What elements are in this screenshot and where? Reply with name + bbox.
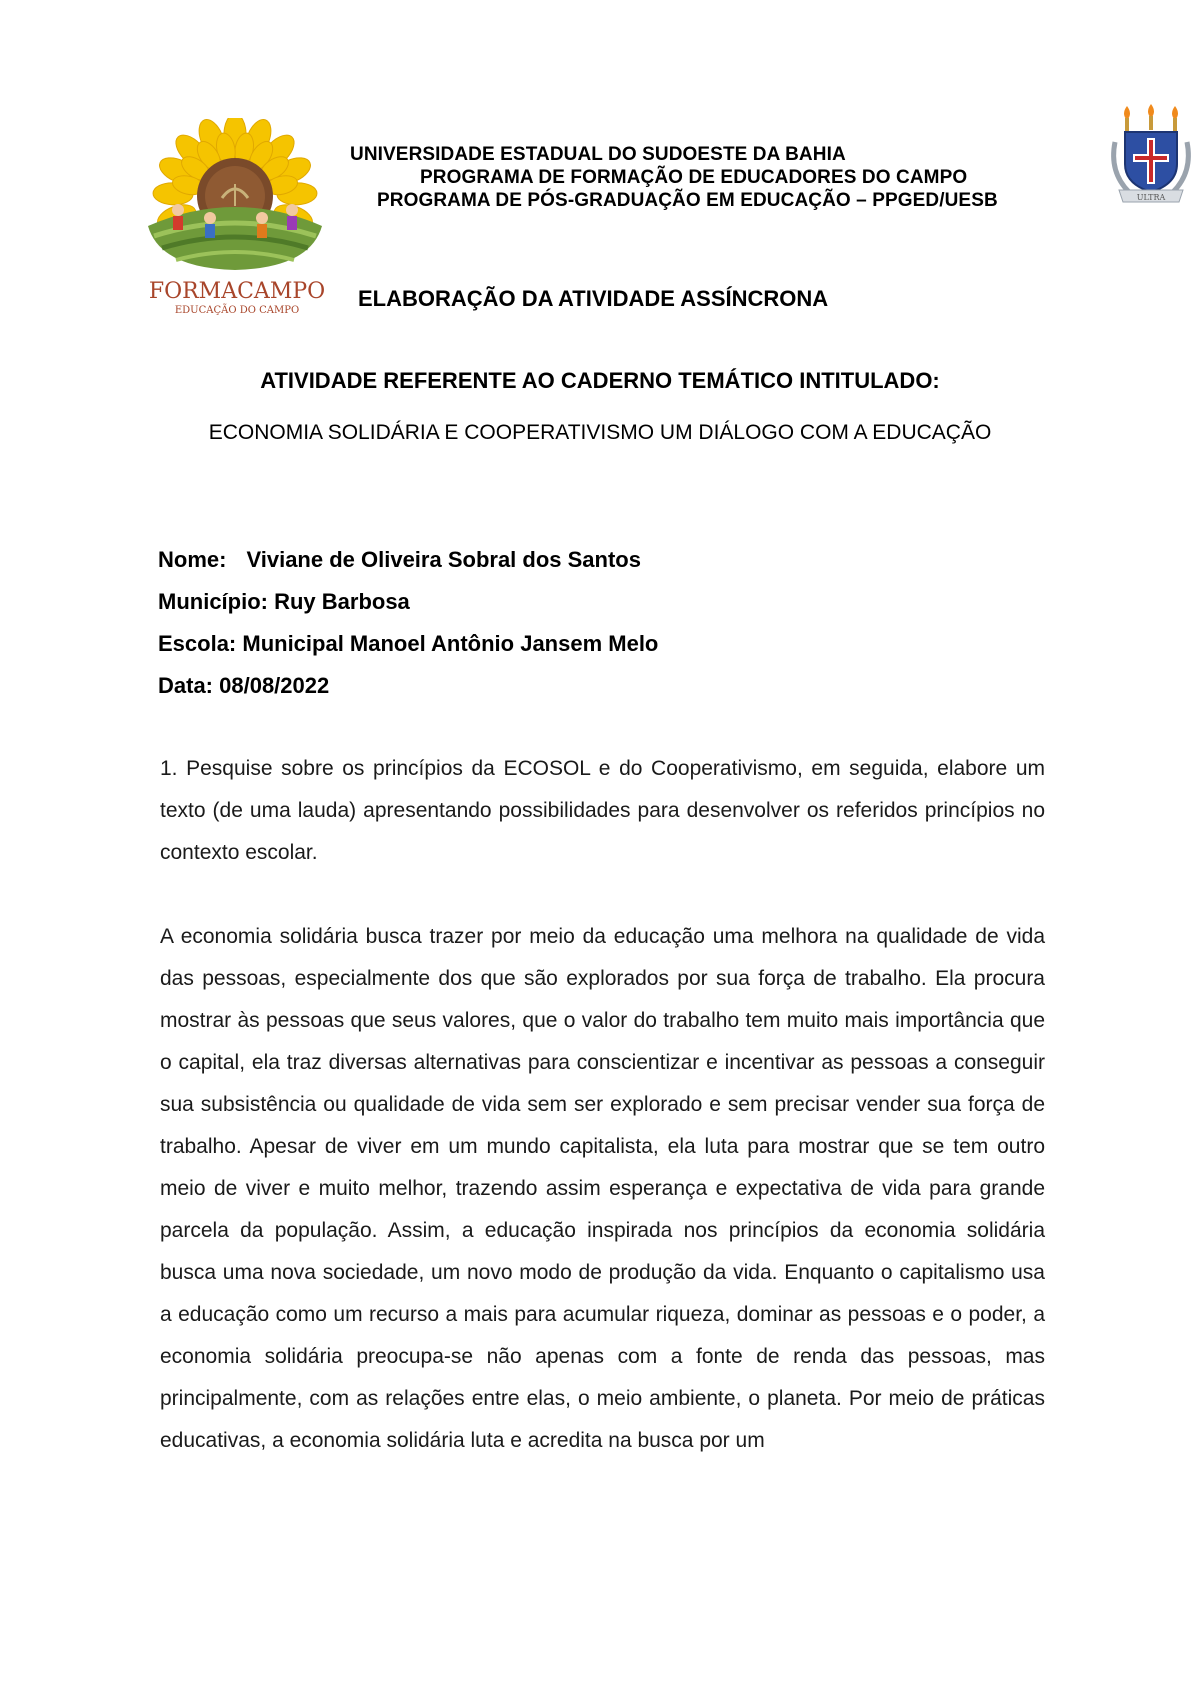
document-title: ELABORAÇÃO DA ATIVIDADE ASSÍNCRONA (358, 286, 829, 311)
formacampo-logo (140, 118, 335, 318)
question-paragraph: 1. Pesquise sobre os princípios da ECOSOL e do Cooperativismo, em seguida, elabore um texto (de uma lauda) apresentando possibilidades para desenvolver os referidos princípios no contexto escolar. (160, 757, 1045, 864)
answer-paragraph: A economia solidária busca trazer por meio da educação uma melhora na qualidade de vida das pessoas, especialmente dos que são explorados por sua força de trabalho. Ela procura mostrar às pessoas que seus valores, que o valor do trabalho tem muito mais importância que o capital, ela traz diversas alternativas para conscientizar e incentivar as pessoas a conseguir sua subsistência ou qualidade de vida sem ser explorado e sem precisar vender sua força de trabalho. Apesar de viver em um mundo capitalista, ela luta para mostrar que se tem outro meio de viver e muito melhor, trazendo assim esperança e expectativa de vida para grande parcela da população. Assim, a educação inspirada nos princípios da economia solidária busca uma nova sociedade, um novo modo de produção da vida. Enquanto o capitalismo usa a educação como um recurso a mais para acumular riqueza, dominar as pessoas e o poder, a economia solidária preocupa-se não apenas com a fonte de renda das pessoas, mas principalmente, com as relações entre elas, o meio ambiente, o planeta. Por meio de práticas educativas, a economia solidária luta e acredita na busca por um (160, 925, 1045, 1452)
date-line: Data: 08/08/2022 (158, 673, 330, 698)
uesb-ribbon-text: ULTRA (1136, 193, 1166, 202)
theme-title: ECONOMIA SOLIDÁRIA E COOPERATIVISMO UM DIÁLOGO COM A EDUCAÇÃO (208, 421, 992, 444)
formacampo-subtext: EDUCAÇÃO DO CAMPO (174, 305, 300, 316)
student-name-value: Viviane de Oliveira Sobral dos Santos (246, 547, 641, 572)
header-university: UNIVERSIDADE ESTADUAL DO SUDOESTE DA BAHIA (350, 144, 846, 165)
reference-title: ATIVIDADE REFERENTE AO CADERNO TEMÁTICO INTITULADO: (260, 368, 940, 393)
formacampo-wordmark: FORMACAMPO (148, 279, 326, 304)
student-name-label: Nome: (158, 547, 227, 572)
municipality-line: Município: Ruy Barbosa (158, 589, 410, 614)
school-line: Escola: Municipal Manoel Antônio Jansem Melo (158, 631, 659, 656)
uesb-crest-logo (1105, 102, 1197, 210)
header-program-formacao: PROGRAMA DE FORMAÇÃO DE EDUCADORES DO CAMPO (420, 167, 968, 188)
header-program-posgraduacao: PROGRAMA DE PÓS-GRADUAÇÃO EM EDUCAÇÃO – PPGED/UESB (377, 190, 998, 211)
student-name-line (158, 547, 641, 573)
